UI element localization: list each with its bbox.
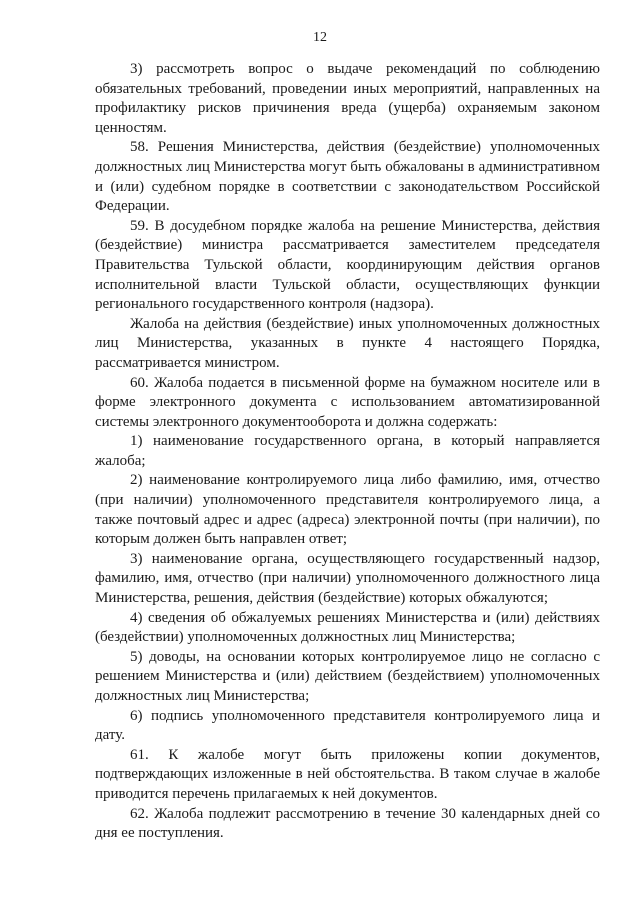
page-number: 12 xyxy=(313,30,327,45)
paragraph-60-item-1: 1) наименование государственного органа, в который направляется жалоба; xyxy=(95,433,600,469)
paragraph-item-3: 3) рассмотреть вопрос о выдаче рекомендаций по соблюдению обязательных требований, проведении иных мероприятий, направленных на профилактику рисков причинения вреда (ущерба) охраняемым законом ценностям. xyxy=(95,61,600,136)
paragraph-62: 62. Жалоба подлежит рассмотрению в течение 30 календарных дней со дня ее поступления. xyxy=(95,805,600,842)
paragraph-60-item-3: 3) наименование органа, осуществляющего государственный надзор, фамилию, имя, отчество (при наличии) уполномоченного должностного лица Министерства, решения, действия (бездействие) которых обжалуются; xyxy=(95,550,600,607)
document-body xyxy=(95,60,600,844)
paragraph-60-item-4: 4) сведения об обжалуемых решениях Министерства и (или) действиях (бездействии) уполномоченных должностных лиц Министерства; xyxy=(95,609,600,646)
paragraph-60-item-5: 5) доводы, на основании которых контролируемое лицо не согласно с решением Министерства и (или) действием (бездействием) уполномоченных должностных лиц Министерства; xyxy=(95,648,600,704)
paragraph-60-item-6: 6) подпись уполномоченного представителя контролируемого лица и дату. xyxy=(95,707,600,744)
paragraph-60: 60. Жалоба подается в письменной форме на бумажном носителе или в форме электронного документа с использованием автоматизированной системы электронного документооборота и должна содержать: xyxy=(95,374,600,430)
paragraph-58: 58. Решения Министерства, действия (бездействие) уполномоченных должностных лиц Министерства могут быть обжалованы в административном и (или) судебном порядке в соответствии с законодательством Российской Федерации. xyxy=(95,139,600,215)
paragraph-61: 61. К жалобе могут быть приложены копии документов, подтверждающих изложенные в ней обстоятельства. В таком случае в жалобе приводится перечень прилагаемых к ней документов. xyxy=(95,746,600,802)
paragraph-60-item-2: 2) наименование контролируемого лица либо фамилию, имя, отчество (при наличии) уполномоченного представителя контролируемого лица, а также почтовый адрес и адрес (адреса) электронной почты (при наличии), по которым должен быть направлен ответ; xyxy=(95,472,600,548)
paragraph-59-complaint: Жалоба на действия (бездействие) иных уполномоченных должностных лиц Министерства, указанных в пункте 4 настоящего Порядка, рассматривается министром. xyxy=(95,315,600,371)
paragraph-59: 59. В досудебном порядке жалоба на решение Министерства, действия (бездействие) министра рассматривается заместителем председателя Правительства Тульской области, координирующим действия органов исполнительной власти Тульской области, осуществляющих функции регионального государственного контроля (надзора). xyxy=(95,217,600,313)
